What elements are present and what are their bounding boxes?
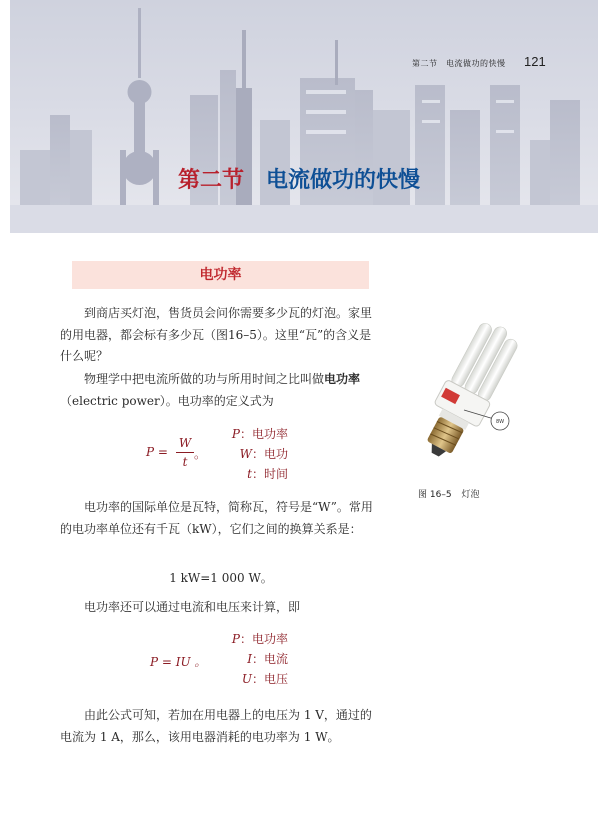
- figure-caption: [418, 487, 480, 500]
- paragraph-alternative: 电功率还可以通过电流和电压来计算，即: [84, 600, 301, 614]
- formula1-end: 。: [194, 447, 207, 461]
- definition-pre: 物理学中把电流所做的功与所用时间之比叫做: [84, 372, 325, 386]
- legend-item: W：电功: [239, 447, 288, 461]
- chapter-title: [0, 163, 598, 194]
- figure-number: 图 16–5: [418, 490, 452, 500]
- formula2-expr: P = IU 。: [150, 655, 207, 669]
- formula1-lhs: P =: [146, 445, 168, 459]
- formula1-denominator: t: [182, 455, 188, 469]
- header-banner: [10, 0, 598, 233]
- formula1-numerator: W: [178, 436, 192, 450]
- lightbulb-figure: [412, 315, 524, 480]
- section-heading: 电功率: [72, 261, 369, 289]
- paragraph-intro: 到商店买灯泡，售货员会问你需要多少瓦的灯泡。家里的用电器，都会标有多少瓦（图16–5）。这里“瓦”的含义是什么呢？: [60, 306, 373, 363]
- paragraph-conclusion: 由此公式可知，若加在用电器上的电压为 1 V，通过的电流为 1 A，那么，该用电器消耗的电功率为 1 W。: [60, 708, 372, 744]
- legend-item: U：电压: [241, 672, 288, 686]
- formula1-fraction: [176, 436, 194, 469]
- bulb-wattage-label: 8W: [495, 419, 505, 425]
- page-number: 121: [524, 54, 546, 69]
- legend-item: t：时间: [247, 467, 288, 481]
- lightbulb-image: [412, 315, 524, 480]
- legend-item: P：电功率: [231, 427, 288, 441]
- figure-caption-text: 灯泡: [461, 490, 480, 500]
- legend-item: P：电功率: [231, 632, 288, 646]
- chapter-name: 电流做功的快慢: [266, 167, 421, 193]
- formula2-legend: [214, 629, 288, 689]
- paragraph-definition: [60, 369, 382, 412]
- fraction-bar: [176, 452, 194, 453]
- formula1-legend: [214, 424, 288, 484]
- term-electric-power: 电功率: [324, 372, 361, 386]
- chapter-number: 第二节: [177, 167, 244, 193]
- city-skyline-image: [10, 0, 598, 233]
- legend-item: I：电流: [247, 652, 288, 666]
- running-head: 第二节 电流做功的快慢: [412, 59, 506, 68]
- definition-post: （electric power）。电功率的定义式为: [60, 393, 274, 408]
- paragraph-units: 电功率的国际单位是瓦特，简称瓦，符号是“W”。常用的电功率单位还有千瓦（kW），它们之间的换算关系是：: [60, 500, 373, 536]
- unit-conversion: 1 kW=1 000 W。: [169, 571, 273, 585]
